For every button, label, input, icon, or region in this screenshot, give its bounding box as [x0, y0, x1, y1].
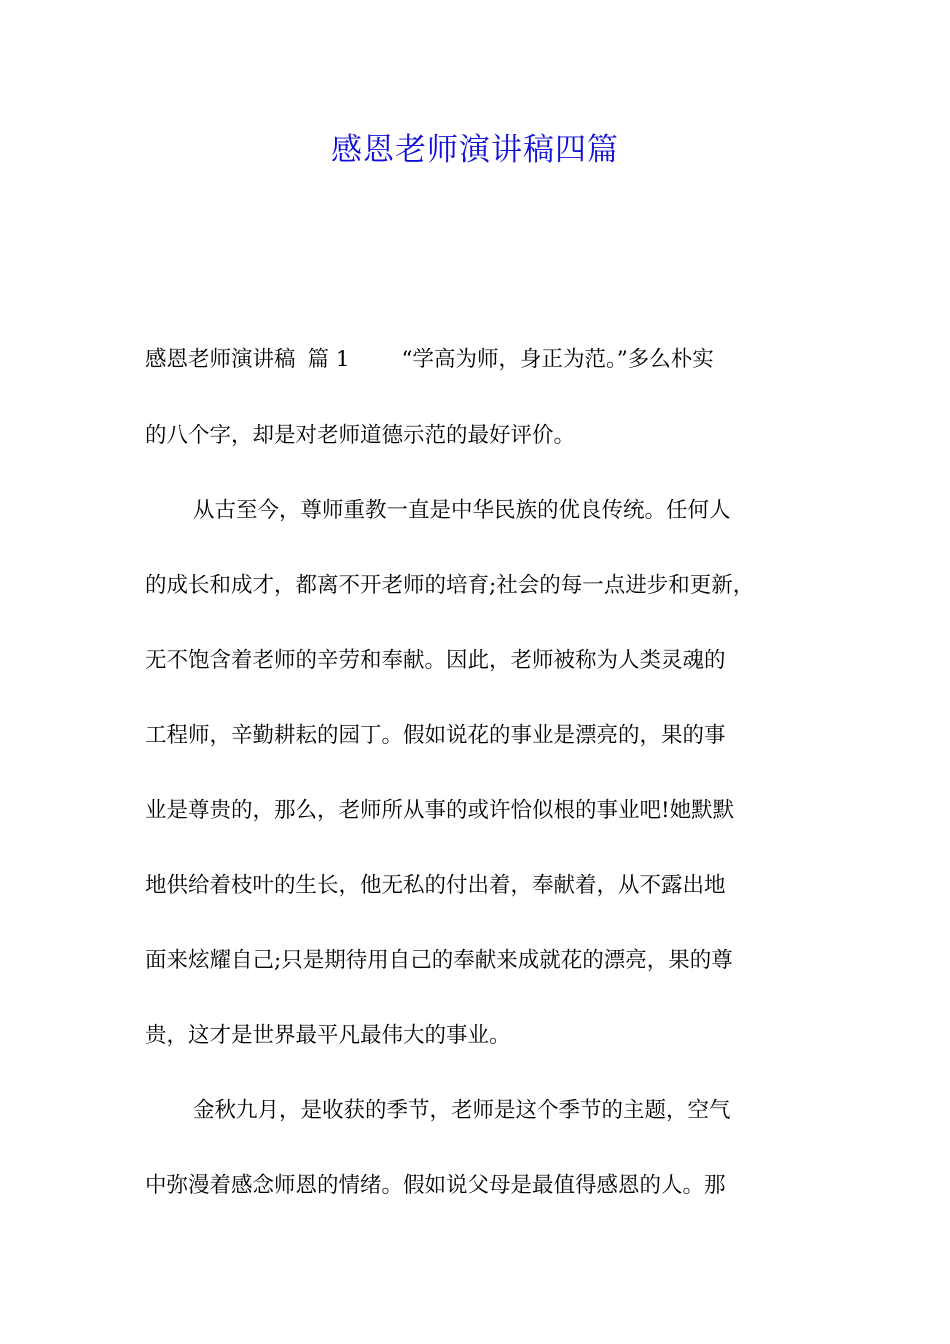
paragraph-line: 面来炫耀自己;只是期待用自己的奉献来成就花的漂亮，果的尊: [145, 948, 733, 973]
paragraph-line: 地供给着枝叶的生长，他无私的付出着，奉献着，从不露出地: [145, 873, 726, 898]
paragraph-line: 业是尊贵的，那么，老师所从事的或许恰似根的事业吧!她默默: [145, 798, 735, 823]
paragraph-line: 贵，这才是世界最平凡最伟大的事业。: [145, 1023, 511, 1048]
section-heading: 感恩老师演讲稿: [145, 347, 296, 372]
paragraph-line: 从古至今，尊师重教一直是中华民族的优良传统。任何人: [193, 498, 731, 523]
document-title: 感恩老师演讲稿四篇: [331, 132, 619, 168]
paragraph-line: 金秋九月，是收获的季节，老师是这个季节的主题，空气: [193, 1098, 731, 1123]
paragraph-text: “学高为师，身正为范。”多么朴实: [401, 347, 714, 372]
section-number: 篇 1: [307, 347, 350, 372]
paragraph-line: 中弥漫着感念师恩的情绪。假如说父母是最值得感恩的人。那: [145, 1173, 726, 1198]
paragraph-line: [145, 345, 825, 375]
paragraph-line: 的成长和成才，都离不开老师的培育;社会的每一点进步和更新，: [145, 573, 755, 598]
paragraph-line: 工程师，辛勤耕耘的园丁。假如说花的事业是漂亮的，果的事: [145, 723, 726, 748]
paragraph-line: 无不饱含着老师的辛劳和奉献。因此，老师被称为人类灵魂的: [145, 648, 726, 673]
paragraph-line: 的八个字，却是对老师道德示范的最好评价。: [145, 423, 576, 448]
